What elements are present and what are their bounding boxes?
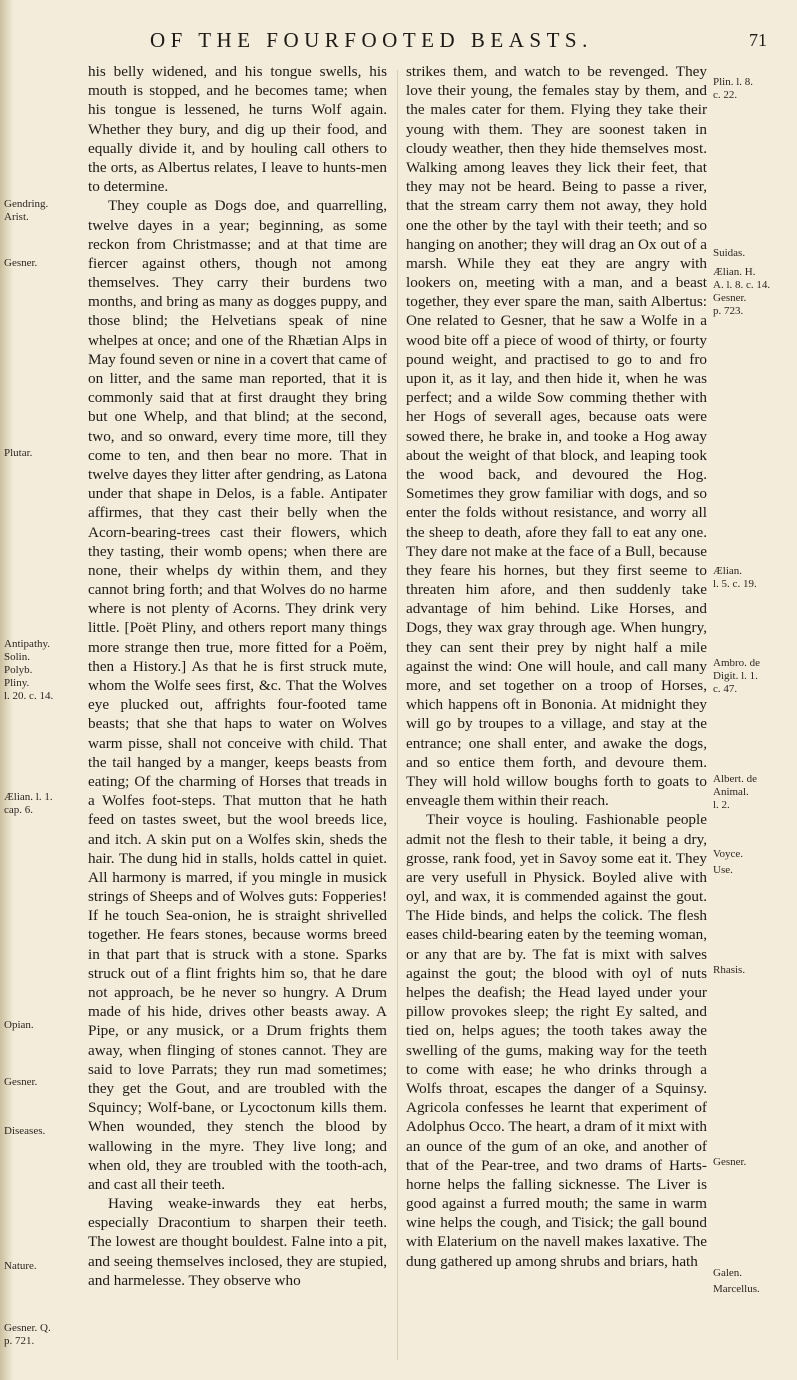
right-paragraph-2: Their voyce is houling. Fashionable people admit not the flesh to their table, it being a dry, grosse, rank food, yet in Savoy some eat it. They are very usefull in Physick. Boyled alive with oyl, and wax, it is commended against the gout. The Hide binds, and helps the colick. The flesh eases child-bearing eaten by the teeming woman, or any that are by. The fat is mixt with salves against the gout; the blood with oyl of nuts helpes the deafish; the Head layed under your pillow provokes sleep; the right Ey salted, and tied on, helps agues; the tooth takes away the swelling of the gums, making way for the teeth to come with ease; he who drinks through a Wolfs throat, escapes the danger of a Squinsy. Agricola confesses he learnt that experiment of Adolphus Occo. The heart, a dram of it mixt with an ounce of the gum of an oke, and another of that of the Pear-tree, and two drams of Harts-horne helps the falling sicknesse. The Liver is good against a furred mouth; the same in warm wine helps the cough, and Tisick; the gall bound with Elaterium on the navell makes laxative. The dung gathered up among shrubs and briars, hath [406, 811, 707, 1270]
margin-note-ambro: Ambro. de [713, 657, 761, 669]
margin-note-aelian-cap: cap. 6. [4, 804, 34, 816]
margin-note-albert: Albert. de [713, 773, 757, 785]
margin-note-ambro-c: c. 47. [713, 683, 738, 695]
margin-note-albert-animal: Animal. [713, 786, 749, 798]
margin-note-gesner-p: Gesner. [713, 292, 747, 304]
margin-note-albert-l: l. 2. [713, 799, 730, 811]
column-divider [397, 70, 398, 1360]
right-paragraph-1: strikes them, and watch to be revenged. They love their young, the females stay by them, and the males cater for them. Flying they take their young with them. They are soonest taken in cloudy weather, then they hide themselves most. Walking among leaves they lick their feet, that they may not be heard. Being to passe a river, that the stream carry them not away, they hold one the other by the tayl with their teeth; and so hanging on another; they will drag an Ox out of a marsh. While they eat they are angry with lookers on, meeting with a man, and a beast together, they ever spare the man, saith Albertus: One related to Gesner, that he saw a Wolfe in a wood bite off a piece of wood of thirty, or fourty pound weight, and practised to go to and fro upon it, as it lay, and then hide it, when he was perfect; and a wilde Sow comming thether with her Hogs of severall ages, because oats were sowed there, he brake in, and tooke a Hog away about the weight of that block, and leaping took the wood back, and devoured the Hog. Sometimes they grow familiar with dogs, and so enter the folds without resistance, and worry all the sheep to death, afore they fall to eat any one. They dare not make at the face of a Bull, because they feare his hornes, but they first seeme to threaten him afore, and then suddenly take advantage of him behind. Like Horses, and Dogs, they wax gray through age. When hungry, they can sent their prey by night half a mile against the wind: One will houle, and call many more, and set together on a troop of Horses, which happens oft in Bononia. At midnight they will go by troupes to a village, and stay at the entrance; one shall enter, and awake the dogs, and so entice them forth, and devoure them. They will hold willow boughs forth to goats to enveagle them within their reach. [406, 63, 707, 810]
margin-note-gesner: Gesner. [4, 257, 38, 269]
margin-note-voyce: Voyce. [713, 848, 744, 860]
margin-note-aelian-h-ref: A. l. 8. c. 14. [713, 279, 771, 291]
margin-note-use: Use. [713, 864, 733, 876]
running-title: OF THE FOURFOOTED BEASTS. [150, 28, 593, 52]
page-number: 71 [749, 30, 767, 50]
margin-note-ambro-ref: Digit. l. 1. [713, 670, 758, 682]
margin-note-gendring: Gendring. [4, 198, 49, 210]
left-paragraph-1: his belly widened, and his tongue swells, his mouth is stopped, and he becomes tame; when his tongue is lessened, he turns Wolf again. Whether they bury, and dig up their food, and equally divide it, and by houling call others to the orts, as Albertus relates, I leave to hunts-men to determine. [88, 63, 387, 196]
margin-note-galen: Galen. [713, 1267, 743, 1279]
left-column [88, 62, 387, 1290]
margin-note-gesner-p-page: p. 723. [713, 305, 744, 317]
margin-note-solin: Solin. [4, 651, 30, 663]
margin-note-suidas: Suidas. [713, 247, 746, 259]
margin-note-antipathy: Antipathy. [4, 638, 51, 650]
running-header [150, 28, 767, 58]
left-paragraph-2: They couple as Dogs doe, and quarrelling, twelve dayes in a year; beginning, as some reckon from Christmasse; and at that time are fiercer against others, though not among themselves. They carry their burdens two months, and bring as many as dogges puppy, and those blind; the Helvetians speak of nine whelpes at once; and one of the Rhætian Alps in May found seven or nine in a covert that came of on litter, and the same man reported, that it is commonly said that at first draught they bring but one Whelp, and that blind; at the second, two, and so onward, every time more, till they come to ten, and then bear no more. That in twelve dayes they litter after gendring, as Latona under that shape in Delos, is a fable. Antipater affirmes, that they cast their belly when the Acorn-bearing-trees cast their flowers, which they tasting, their womb opens; when there are none, their whelps dy within them, and they cannot bring forth; and that Wolves do no harme where is not plenty of Acorns. They drink very little. [Poët Pliny, and others report many things more strange then true, more fitted for a Poëm, then a History.] As that he is first struck mute, whom the Wolfe sees first, &c. That the Wolves eye plucked out, affrights four-footed tame beasts; that she that haps to water on Wolves warm pisse, shall not conceive with child. That the tail hanged by a manger, keeps beasts from eating; Of the charming of Horses that treads in a Wolfes foot-steps. That mutton that he hath feed on tastes sweet, but the wool breeds lice, and itch. A skin put on a Wolfes skin, sheds the hair. The dung hid in stalls, holds cattel in quiet. All harmony is marred, if you mingle in musick strings of Sheeps and of Wolves guts: Fopperies! If he touch Sea-onion, he is straight shrivelled together. He fears stones, because worms breed in that part that is struck with a stone. Sparks struck out of a flint frights him so, that he dare not approach, be he never so hungry. A Drum made of his hide, drives other beasts away. A Pipe, or any musick, or a Drum frights them away, when flinging of stones cannot. They are said to love Parrats; they run mad sometimes; they get the Gout, and are troubled with the Squincy; Wolf-bane, or Lycoctonum kills them. When wounded, they stench the blood by wallowing in the myre. They live long; and when old, they are troubled with the tooth-ach, and cast all their teeth. [88, 197, 387, 1193]
margin-note-gesner-2: Gesner. [4, 1076, 38, 1088]
margin-note-polyb: Polyb. [4, 664, 33, 676]
margin-note-arist: Arist. [4, 211, 29, 223]
margin-note-plutar: Plutar. [4, 447, 33, 459]
margin-note-aelian-h: Ælian. H. [713, 266, 756, 278]
margin-note-gesner-q: Gesner. Q. [4, 1322, 51, 1334]
margin-note-opian: Opian. [4, 1019, 34, 1031]
margin-note-gesner-q-page: p. 721. [4, 1335, 35, 1347]
margin-note-marcellus: Marcellus. [713, 1283, 760, 1295]
margin-note-plin-c22: c. 22. [713, 89, 738, 101]
margin-note-diseases: Diseases. [4, 1125, 46, 1137]
margin-note-pliny-ref: l. 20. c. 14. [4, 690, 54, 702]
margin-note-gesner-3: Gesner. [713, 1156, 747, 1168]
margin-note-pliny: Pliny. [4, 677, 30, 689]
right-column [406, 62, 707, 1271]
margin-note-aelian-2: Ælian. [713, 565, 743, 577]
left-paragraph-3: Having weake-inwards they eat herbs, especially Dracontium to sharpen their teeth. The lowest are thought bouldest. Falne into a pit, and seeing themselves inclosed, they are stupied, and harmelesse. They observe who [88, 1195, 387, 1289]
margin-note-rhasis: Rhasis. [713, 964, 746, 976]
margin-note-nature: Nature. [4, 1260, 37, 1272]
margin-note-aelian: Ælian. l. 1. [4, 791, 53, 803]
margin-note-plin-l8: Plin. l. 8. [713, 76, 754, 88]
margin-note-aelian-2-ref: l. 5. c. 19. [713, 578, 757, 590]
